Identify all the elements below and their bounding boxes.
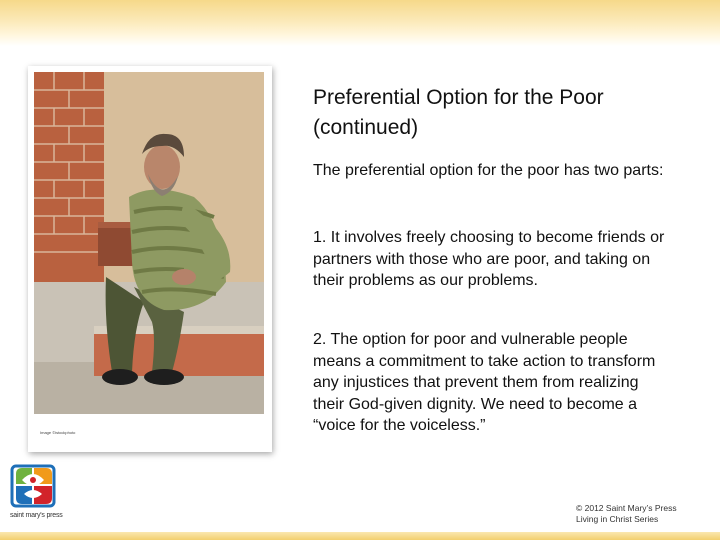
saint-marys-press-logo: [10, 464, 63, 526]
photo-credit: Image ©istockphoto: [40, 430, 76, 435]
logo-mark-icon: [10, 464, 56, 508]
series-line: Living in Christ Series: [576, 514, 659, 524]
point-one: 1. It involves freely choosing to become friends or partners with those who are poor, and taking on their problems as our problems.: [313, 229, 665, 289]
slide-title: Preferential Option for the Poor (continued): [313, 86, 604, 139]
copyright-block: [576, 503, 706, 525]
homeless-man-photo: [34, 72, 264, 414]
footer-band: [0, 532, 720, 540]
intro-paragraph: The preferential option for the poor has two parts:: [313, 162, 664, 179]
logo-text: saint mary's press: [10, 512, 63, 519]
header-band: [0, 0, 720, 46]
point-two: 2. The option for poor and vulnerable people means a commitment to take action to transform any injustices that prevent them from realizing their God-given dignity. We need to become a “voice for the voiceless.”: [313, 331, 656, 434]
copyright-line: © 2012 Saint Mary’s Press: [576, 503, 677, 513]
photo-frame: [28, 66, 272, 452]
